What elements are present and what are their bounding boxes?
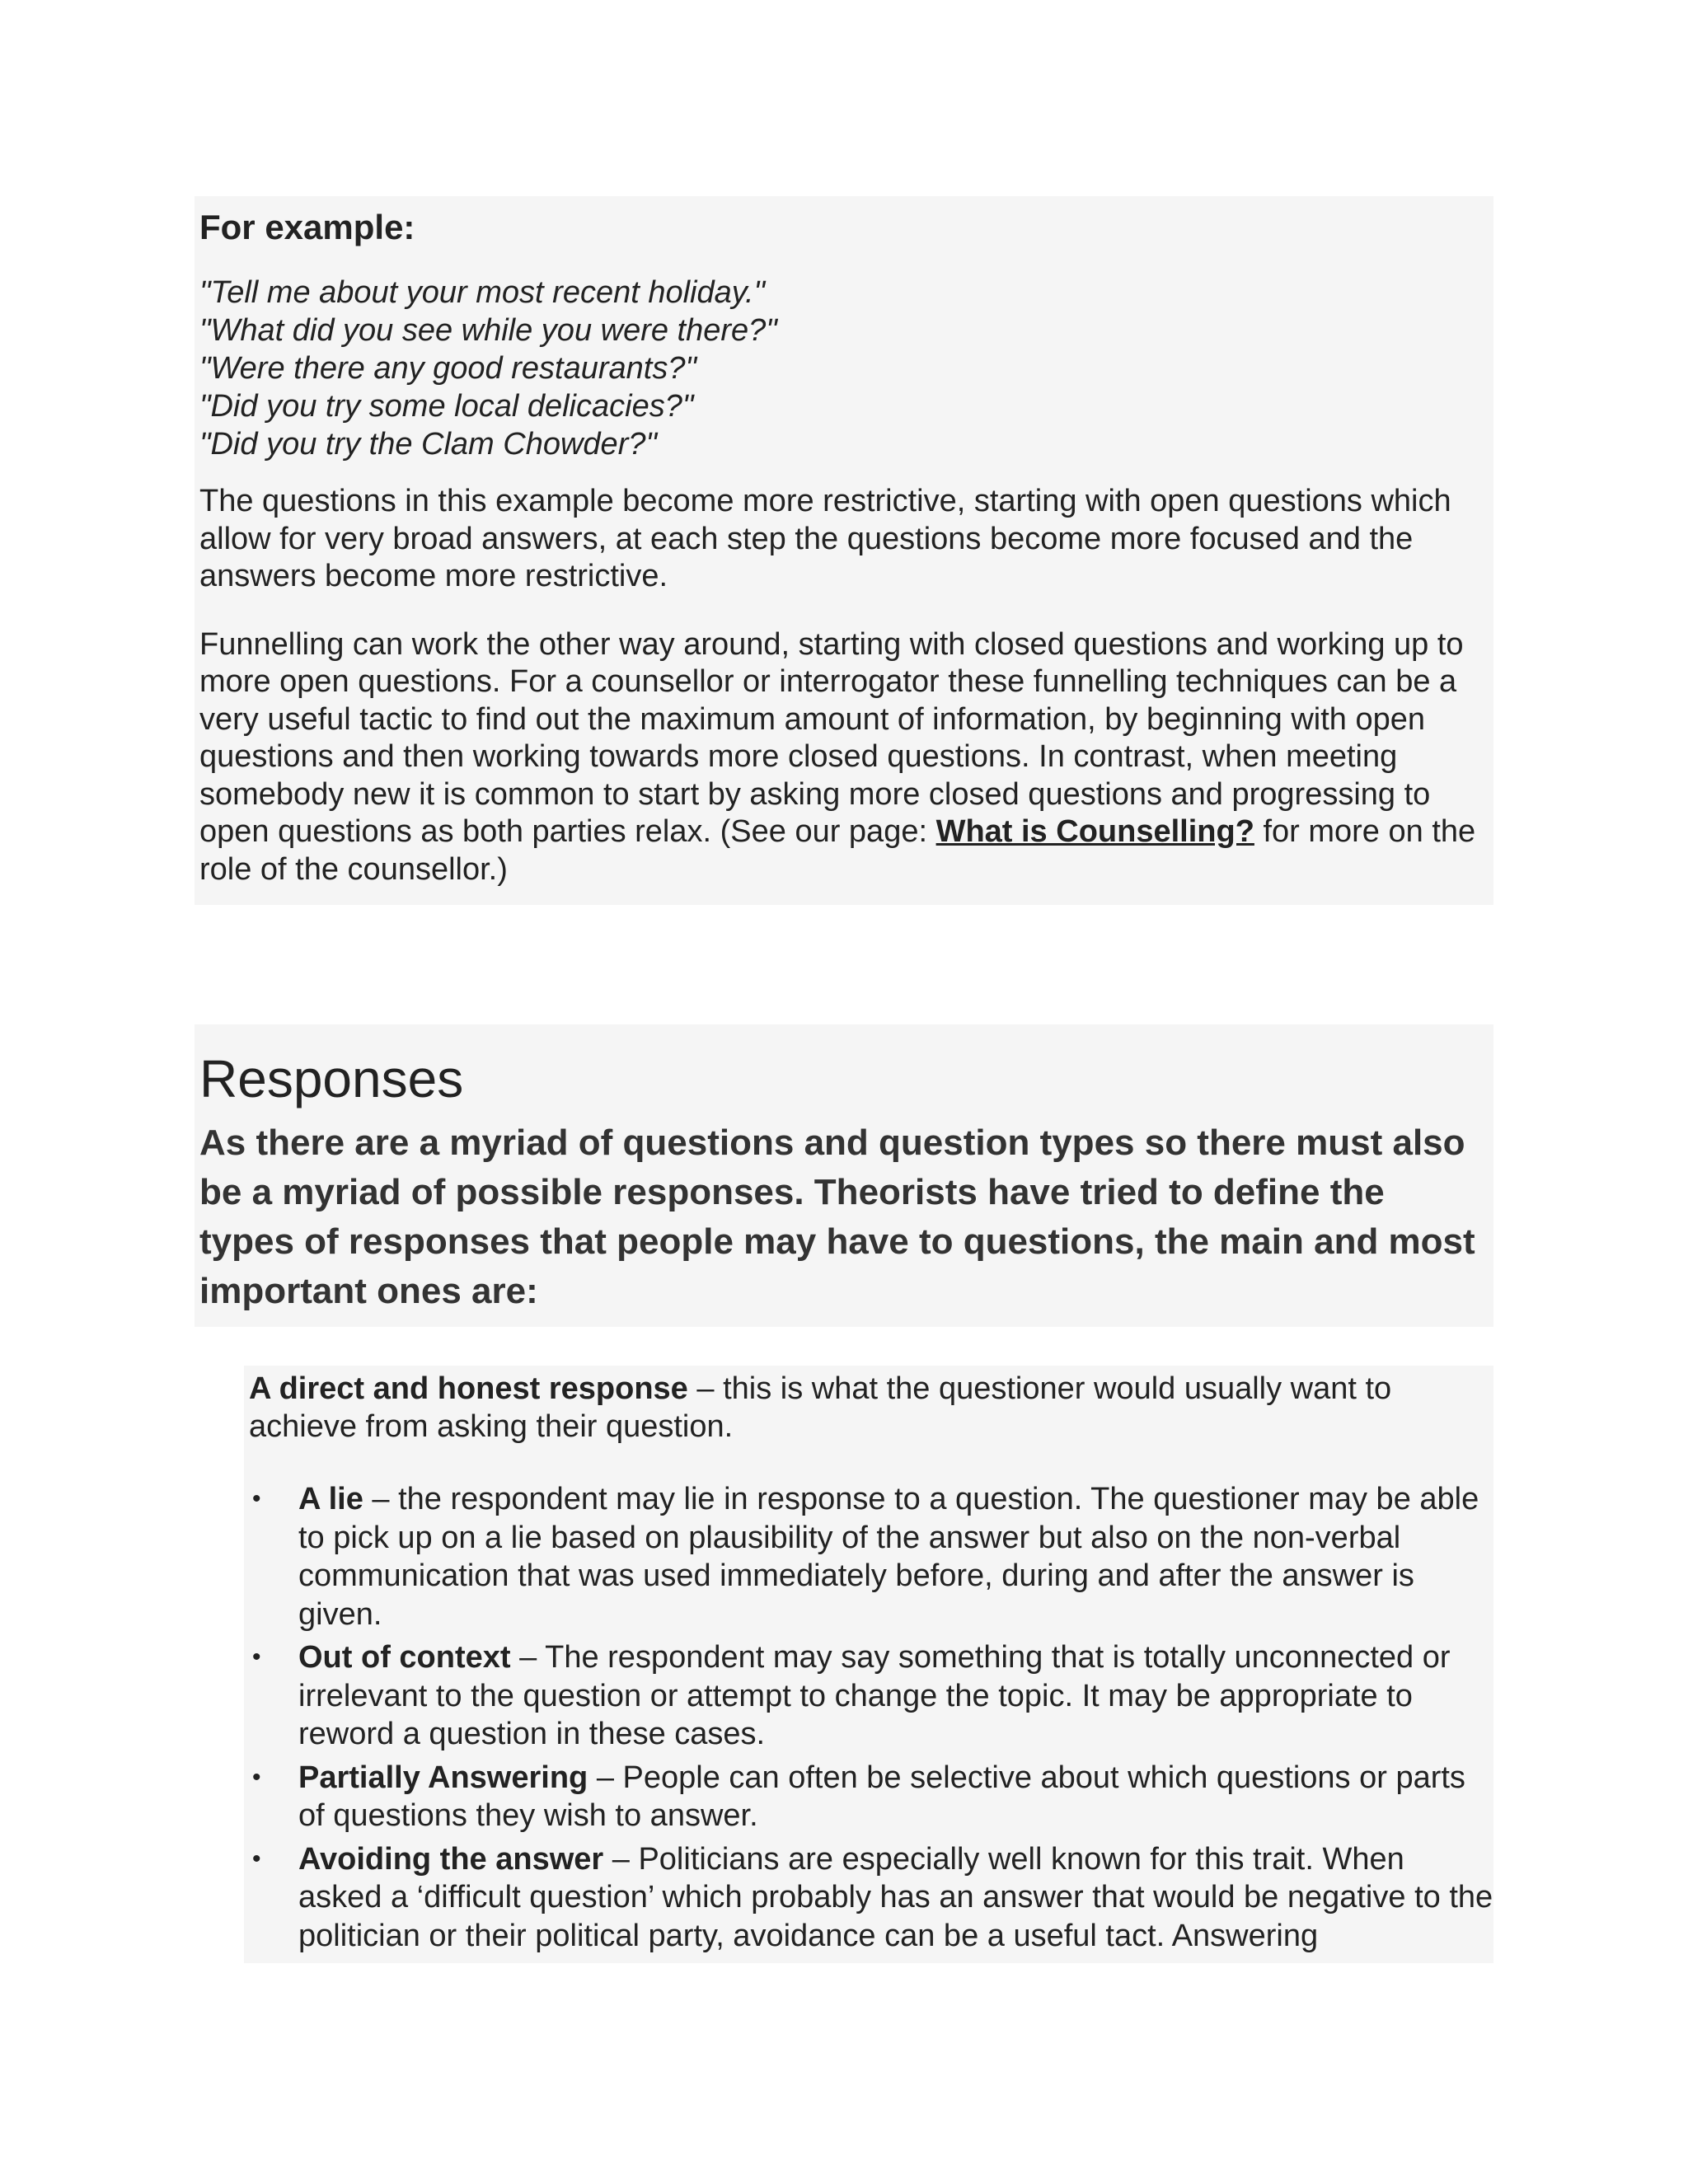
example-quotes bbox=[199, 274, 1485, 463]
quote-line: "Were there any good restaurants?" bbox=[199, 351, 696, 386]
list-item bbox=[249, 1759, 1493, 1835]
quote-line: "Tell me about your most recent holiday." bbox=[199, 275, 765, 310]
list-item bbox=[249, 1638, 1493, 1754]
quote-line: "Did you try some local delicacies?" bbox=[199, 389, 694, 424]
example-heading: For example: bbox=[199, 208, 415, 246]
example-section bbox=[195, 196, 1493, 905]
bullet-icon: • bbox=[252, 1844, 261, 1872]
quote-line: "What did you see while you were there?" bbox=[199, 313, 777, 348]
paragraph-text: for more on the role of the counsellor.) bbox=[199, 814, 1476, 887]
list-item bbox=[249, 1840, 1493, 1956]
bullet-icon: • bbox=[252, 1485, 261, 1512]
counselling-link[interactable]: What is Counselling? bbox=[935, 814, 1254, 849]
responses-section bbox=[195, 1024, 1493, 1327]
list-item-text: – The respondent may say something that is totally unconnected or irrelevant to the question or attempt to change the topic. It may be appropriate to reword a question in these cases. bbox=[298, 1640, 1451, 1751]
direct-response-term: A direct and honest response bbox=[249, 1371, 688, 1406]
responses-lead: As there are a myriad of questions and question types so there must also be a myriad of possible responses. Theorists have tried to define the types of responses that people may have to questions, the main and most important ones are: bbox=[199, 1122, 1475, 1311]
list-item-term: Avoiding the answer bbox=[298, 1841, 604, 1877]
list-item-term: Partially Answering bbox=[298, 1760, 588, 1795]
example-paragraph-1: The questions in this example become more restrictive, starting with open questions which allow for very broad answers, at each step the questions become more focused and the answers become more restrictive. bbox=[199, 484, 1451, 593]
list-item-term: Out of context bbox=[298, 1640, 511, 1675]
response-types-list bbox=[249, 1480, 1493, 1955]
paragraph-text: Funnelling can work the other way around, starting with closed questions and working up to more open questions. For a counsellor or interrogator these funnelling techniques can be a very useful tactic to find out the maximum amount of information, by beginning with open questions and then working towards more closed questions. In contrast, when meeting somebody new it is common to start by asking more closed questions and progressing to open questions as both parties relax. (See our page: bbox=[199, 626, 1464, 849]
list-item bbox=[249, 1480, 1493, 1633]
list-item-text: – the respondent may lie in response to a question. The questioner may be able to pick up on a lie based on plausibility of the answer but also on the non-verbal communication that was used immediately before, during and after the answer is given. bbox=[298, 1482, 1479, 1632]
list-item-text: – People can often be selective about which questions or parts of questions they wish to answer. bbox=[298, 1760, 1465, 1833]
list-item-term: A lie bbox=[298, 1482, 363, 1516]
bullet-icon: • bbox=[252, 1643, 261, 1671]
example-paragraph-2 bbox=[199, 626, 1485, 889]
bullet-icon: • bbox=[252, 1763, 261, 1791]
responses-list-section bbox=[244, 1366, 1493, 1963]
list-item-text: – Politicians are especially well known for this trait. When asked a ‘difficult question’ which probably has an answer that would be negative to the politician or their political party, avoidance can be a useful tact. Answering bbox=[298, 1841, 1493, 1953]
quote-line: "Did you try the Clam Chowder?" bbox=[199, 427, 657, 462]
responses-heading: Responses bbox=[199, 1049, 464, 1108]
direct-response-text: – this is what the questioner would usually want to achieve from asking their question. bbox=[249, 1371, 1392, 1444]
direct-response-paragraph bbox=[249, 1371, 1493, 1446]
